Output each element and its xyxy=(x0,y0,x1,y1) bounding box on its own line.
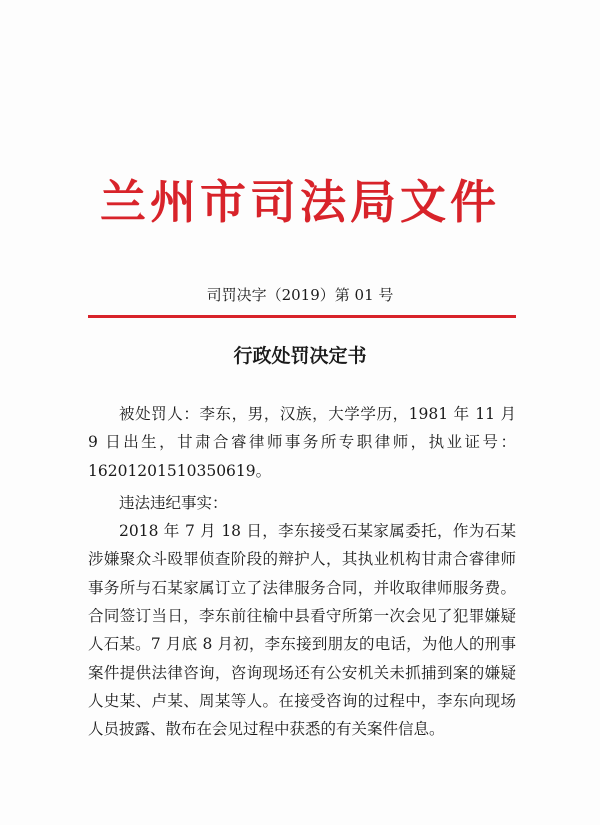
paragraph-violation-heading: 违法违纪事实： xyxy=(119,493,228,512)
paragraph-penalized-person: 被处罚人：李东，男，汉族，大学学历，1981 年 11 月 9 日出生，甘肃合睿律师事务所专职律师，执业证号：16201201510350619。 xyxy=(88,405,516,480)
document-number: 司罚决字（2019）第 01 号 xyxy=(206,286,394,304)
document-header-title: 兰州市司法局文件 xyxy=(100,175,500,229)
document-body xyxy=(88,400,516,744)
paragraph-violation-facts: 2018 年 7 月 18 日，李东接受石某家属委托，作为石某涉嫌聚众斗殴罪侦查阶段的辩护人，其执业机构甘肃合睿律师事务所与石某家属订立了法律服务合同，并收取律师服务费。合同签订当日，李东前往榆中县看守所第一次会见了犯罪嫌疑人石某。7 月底 8 月初，李东接到朋友的电话，为他人的刑事案件提供法律咨询，咨询现场还有公安机关未抓捕到案的嫌疑人史某、卢某、周某等人。在接受咨询的过程中，李东向现场人员披露、散布在会见过程中获悉的有关案件信息。 xyxy=(88,522,516,739)
red-divider-line xyxy=(88,315,516,318)
decision-title: 行政处罚决定书 xyxy=(233,345,367,367)
